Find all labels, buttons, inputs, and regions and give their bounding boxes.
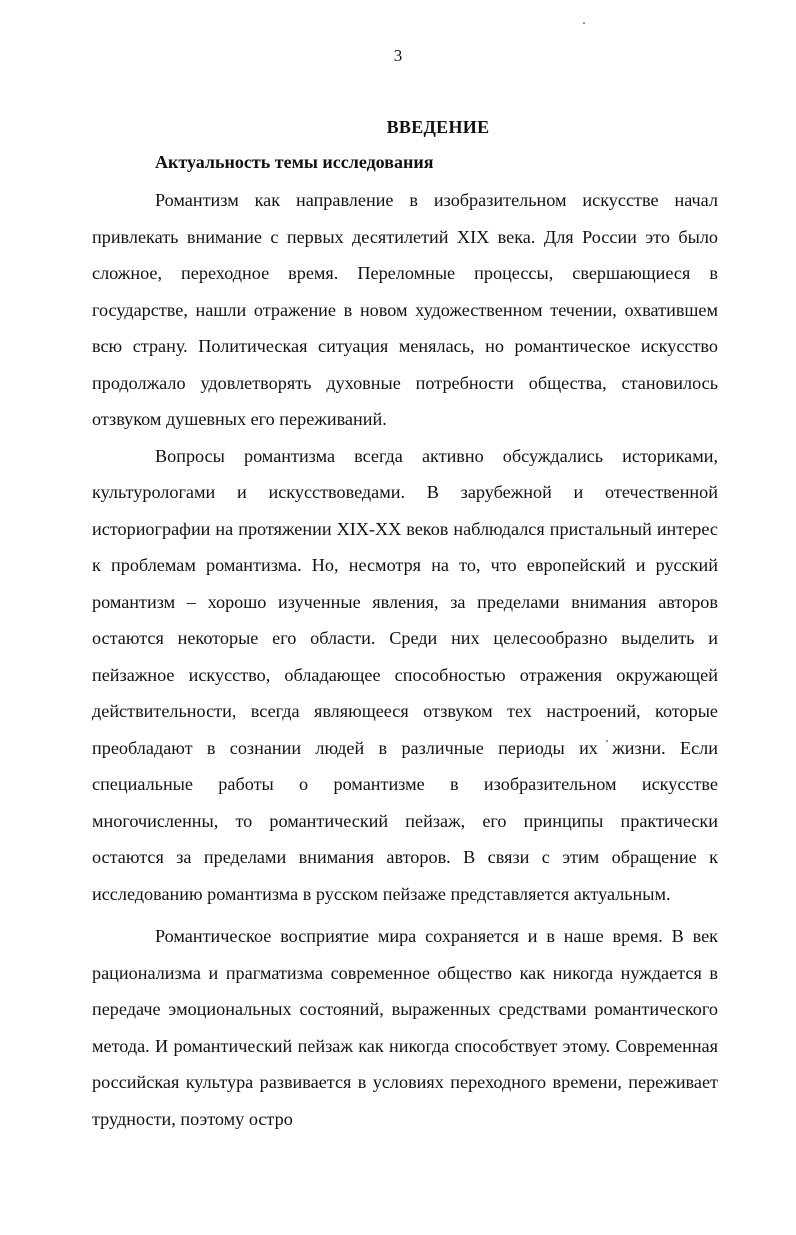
page-number: 3 [393,46,403,65]
subsection-title: Актуальность темы исследования [155,152,434,172]
paragraph: Романтическое восприятие мира сохраняется и в наше время. В век рационализма и прагматизма современное общество как никогда нуждается в передаче эмоциональных состояний, выраженных средствами романтического метода. И романтический пейзаж как никогда способствует этому. Современная российская культура развивается в условиях переходного времени, переживает трудности, поэтому остро [92,926,718,1129]
section-title: ВВЕДЕНИЕ [386,117,490,137]
scan-speck [583,22,585,24]
paragraph: Романтизм как направление в изобразительном искусстве начал привлекать внимание с первых десятилетий XIX века. Для России это было сложное, переходное время. Переломные процессы, свершающиеся в государстве, нашли отражение в новом художественном течении, охватившем всю страну. Политическая ситуация менялась, но романтическое искусство продолжало удовлетворять духовные потребности общества, становилось отзвуком душевных его переживаний. [92,190,718,429]
body-text [92,182,718,1137]
paragraph: Вопросы романтизма всегда активно обсуждались историками, культурологами и искусствоведами. В зарубежной и отечественной историографии на протяжении XIX-XX веков наблюдался пристальный интерес к проблемам романтизма. Но, несмотря на то, что европейский и русский романтизм – хорошо изученные явления, за пределами внимания авторов остаются некоторые его области. Среди них целесообразно выделить и пейзажное искусство, обладающее способностью отражения окружающей действительности, всегда являющееся отзвуком тех настроений, которые преобладают в сознании людей в различные периоды их жизни. Если специальные работы о романтизме в изобразительном искусстве многочисленны, то романтический пейзаж, его принципы практически остаются за пределами внимания авторов. В связи с этим обращение к исследованию романтизма в русском пейзаже представляется актуальным. [92,445,718,904]
